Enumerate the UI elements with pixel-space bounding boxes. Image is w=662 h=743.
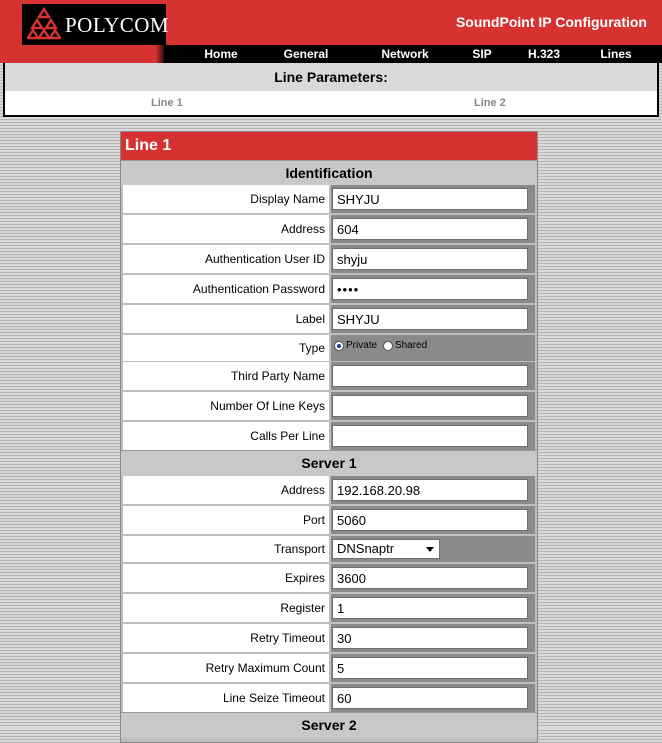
server1-retry-timeout-row <box>121 623 537 653</box>
server1-register-label: Register <box>123 594 329 622</box>
auth-password-input[interactable] <box>332 278 528 300</box>
server1-register-row <box>121 593 537 623</box>
server1-line-seize-timeout-row <box>121 683 537 713</box>
server1-address-row <box>121 475 537 505</box>
transport-select[interactable] <box>332 539 440 559</box>
auth-password-label: Authentication Password <box>123 275 329 303</box>
third-party-name-row <box>121 361 537 391</box>
server1-port-label: Port <box>123 506 329 534</box>
label-row <box>121 304 537 334</box>
num-line-keys-label: Number Of Line Keys <box>123 392 329 420</box>
display-name-row <box>121 184 537 214</box>
num-line-keys-input[interactable] <box>332 395 528 417</box>
type-private-label: Private <box>346 340 378 351</box>
line-1-link[interactable]: Line 1 <box>151 97 183 109</box>
server1-retry-max-count-label: Retry Maximum Count <box>123 654 329 682</box>
server1-line-seize-timeout-input[interactable] <box>332 687 528 709</box>
type-shared-label: Shared <box>394 340 428 351</box>
auth-user-id-input[interactable] <box>332 248 528 270</box>
nav-home[interactable]: Home <box>204 47 238 61</box>
type-label: Type <box>123 335 329 361</box>
type-shared-radio[interactable] <box>383 341 393 351</box>
line-parameters-panel <box>3 63 659 117</box>
address-input[interactable] <box>332 218 528 240</box>
type-row <box>121 334 537 362</box>
polycom-triangle-icon <box>27 7 61 41</box>
display-name-label: Display Name <box>123 185 329 213</box>
main-nav <box>164 45 662 63</box>
server1-expires-input[interactable] <box>332 567 528 589</box>
type-radio-group <box>334 340 430 351</box>
server1-retry-timeout-input[interactable] <box>332 627 528 649</box>
server1-transport-row <box>121 535 537 563</box>
display-name-input[interactable] <box>332 188 528 210</box>
server1-retry-max-count-row <box>121 653 537 683</box>
address-row <box>121 214 537 244</box>
polycom-logo[interactable] <box>22 4 170 45</box>
server1-register-input[interactable] <box>332 597 528 619</box>
chevron-down-icon <box>426 547 434 552</box>
section-server-2: Server 2 <box>121 712 537 738</box>
server1-transport-label: Transport <box>123 536 329 562</box>
auth-password-row <box>121 274 537 304</box>
line-form <box>120 131 538 743</box>
server1-expires-label: Expires <box>123 564 329 592</box>
calls-per-line-row <box>121 421 537 451</box>
transport-select-value: DNSnaptr <box>337 541 395 556</box>
header-bar <box>0 0 662 63</box>
address-label: Address <box>123 215 329 243</box>
line-2-link[interactable]: Line 2 <box>474 97 506 109</box>
nav-sip[interactable]: SIP <box>472 47 492 61</box>
nav-lines[interactable]: Lines <box>600 47 632 61</box>
server1-expires-row <box>121 563 537 593</box>
section-identification: Identification <box>121 160 537 186</box>
calls-per-line-label: Calls Per Line <box>123 422 329 450</box>
server1-port-input[interactable] <box>332 509 528 531</box>
calls-per-line-input[interactable] <box>332 425 528 447</box>
nav-h323[interactable]: H.323 <box>527 47 561 61</box>
server1-port-row <box>121 505 537 535</box>
third-party-name-input[interactable] <box>332 365 528 387</box>
section-server-1: Server 1 <box>121 450 537 476</box>
line-parameters-title: Line Parameters: <box>5 63 657 91</box>
label-label: Label <box>123 305 329 333</box>
third-party-name-label: Third Party Name <box>123 362 329 390</box>
server1-retry-max-count-input[interactable] <box>332 657 528 679</box>
server1-line-seize-timeout-label: Line Seize Timeout <box>123 684 329 712</box>
server1-address-input[interactable] <box>332 479 528 501</box>
type-private-radio[interactable] <box>334 341 344 351</box>
server1-address-label: Address <box>123 476 329 504</box>
nav-general[interactable]: General <box>283 47 329 61</box>
app-title: SoundPoint IP Configuration <box>455 14 647 30</box>
nav-network[interactable]: Network <box>381 47 429 61</box>
label-input[interactable] <box>332 308 528 330</box>
auth-user-id-row <box>121 244 537 274</box>
form-title: Line 1 <box>121 132 537 160</box>
logo-text: POLYCOM <box>65 13 170 37</box>
server1-retry-timeout-label: Retry Timeout <box>123 624 329 652</box>
num-line-keys-row <box>121 391 537 421</box>
auth-user-id-label: Authentication User ID <box>123 245 329 273</box>
